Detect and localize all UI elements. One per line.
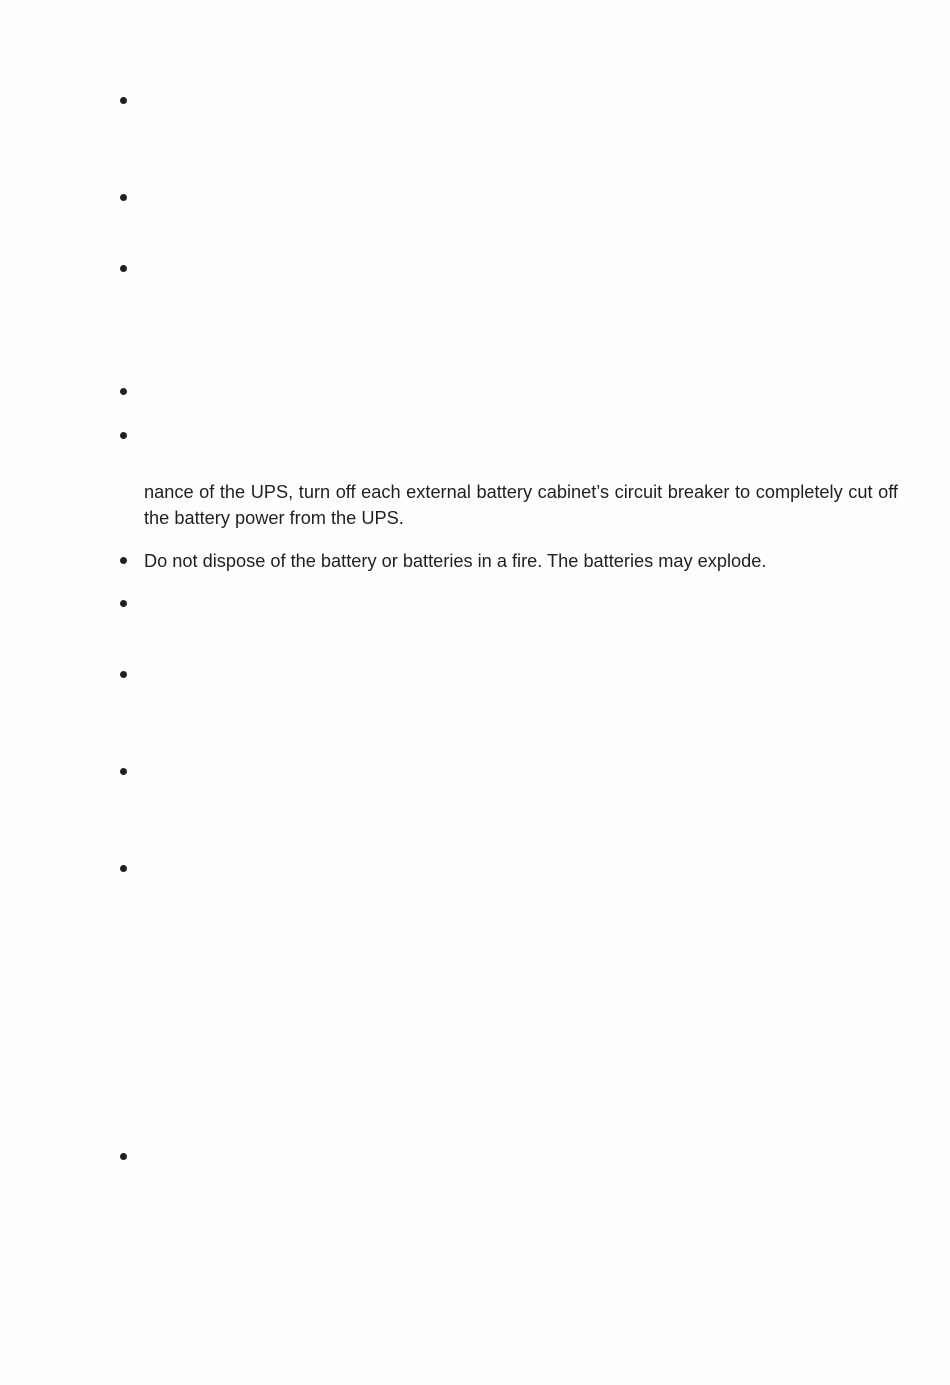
bullet-marker-7	[120, 600, 127, 607]
bullet-marker-9	[120, 768, 127, 775]
bullet-marker-4	[120, 388, 127, 395]
bullet-marker-1	[120, 97, 127, 104]
bullet-marker-10	[120, 865, 127, 872]
bullet-marker-3	[120, 265, 127, 272]
bullet-marker-2	[120, 194, 127, 201]
bullet-marker-11	[120, 1153, 127, 1160]
battery-cabinet-instruction-continuation: nance of the UPS, turn off each external battery cabinet’s circuit breaker to completely cut off the battery power from the UPS.	[144, 482, 898, 528]
bullet-marker-8	[120, 671, 127, 678]
battery-fire-warning: Do not dispose of the battery or batteries in a fire. The batteries may explode.	[144, 551, 767, 571]
bullet-marker-6	[120, 557, 127, 564]
bullet-marker-5	[120, 432, 127, 439]
